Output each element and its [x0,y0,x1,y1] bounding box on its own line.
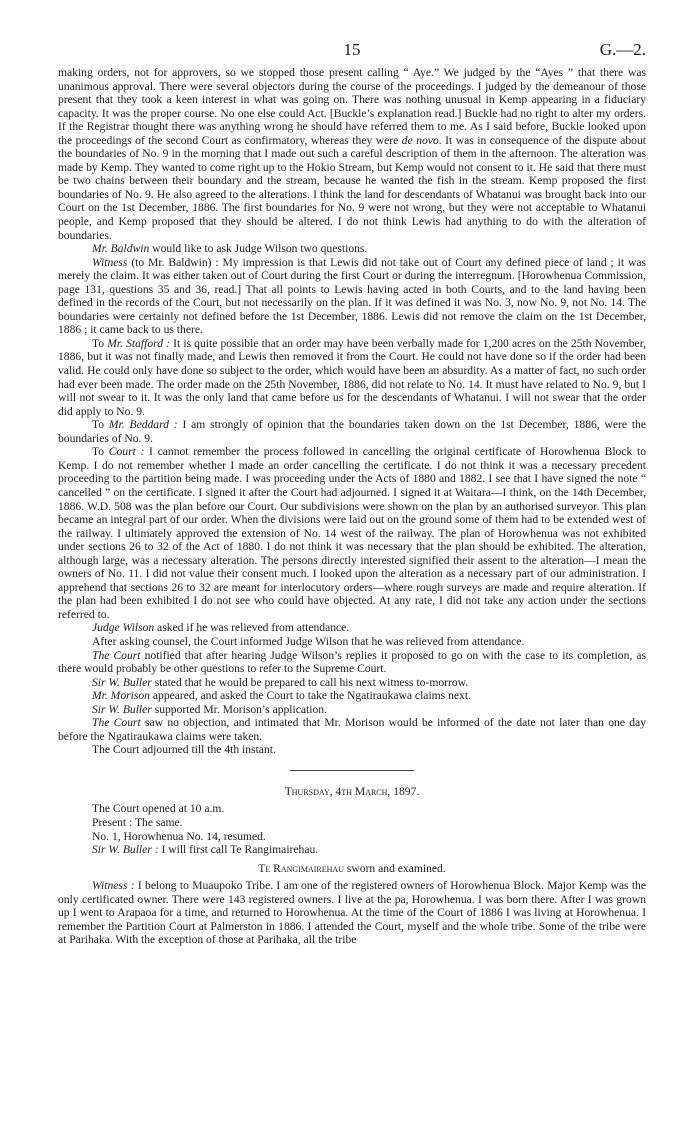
witness-heading-text: sworn and examined. [343,861,446,875]
paragraph [58,649,646,676]
paragraph [58,703,646,717]
witness-heading [58,862,646,876]
paragraph-text: After asking counsel, the Court informed Judge Wilson that he was relieved from attendance. [92,634,525,648]
italic-phrase: de novo [401,133,439,147]
paragraph [58,337,646,418]
paragraph-text: I am strongly of opinion that the boundaries taken down on the 1st December, 1886, were the boundaries of No. 9. [58,418,646,445]
speaker-name: Mr. Beddard : [108,418,178,432]
paragraph [58,716,646,743]
speaker-name: Sir W. Buller : [92,843,159,857]
paragraph [58,66,646,242]
paragraph [58,689,646,703]
paragraph: Present : The same. [92,815,183,829]
speaker-name: Court : [108,445,145,459]
paragraph [58,256,646,337]
paragraph [58,445,646,621]
paragraph-prefix: To [92,418,109,432]
speaker-name: The Court [92,716,141,730]
paragraph [58,635,646,649]
speaker-name: Judge Wilson [92,621,155,635]
section-divider [290,770,414,771]
paragraph-text: saw no objection, and intimated that Mr. Morison would be informed of the date not later than one day before the Ngatiraukawa claims were taken. [58,716,646,743]
speaker-name: The Court [92,648,141,662]
paragraph: No. 1, Horowhenua No. 14, resumed. [92,829,266,843]
speaker-name: Mr. Stafford : [107,336,170,350]
speaker-name: Mr. Morison [92,689,150,703]
paragraph-prefix: To [92,445,109,459]
paragraph-prefix: To [92,336,108,350]
paragraph-text: would like to ask Judge Wilson two questions. [149,242,368,256]
page-header [58,40,646,66]
document-reference: G.—2. [599,40,646,59]
paragraph-text: supported Mr. Morison’s application. [151,702,327,716]
paragraph-text: appeared, and asked the Court to take the Ngatiraukawa claims next. [149,689,471,703]
paragraph-text: . It was in consequence of the dispute about the boundaries of No. 9 in the morning that I made out such a careful description of them in the afternoon. The alteration was made by Kemp. They wanted to come right up to the Hokio Stream, but Kemp would not consent to it. He said that there must be two chains between their boundary and the stream, because he wanted the fish in the stream. Kemp proposed the first boundaries of No. 9. He also agreed to the alterations. I think the land for descendants of Whatanui was brought back into our Court on the 1st December, 1886. The first boundaries for No. 9 were not wrong, but they were not acceptable to Whatanui people, and Kemp proposed that they should be altered. I do not think Lewis had anything to do with the alteration of boundaries. [58,133,646,242]
witness-name: Te Rangimairehau [258,861,344,875]
paragraph [58,418,646,445]
paragraph-text: making orders, not for approvers, so we stopped those present calling “ Aye.” We judged by the “Ayes ” that there was unanimous approval. There were several objectors during the course of the proceedings. I judged by the demeanour of those present that they took a keen interest in what was going on. There was nothing unusual in Kemp appearing in a fiduciary capacity. It was the proper course. No one else could Act. [Buckle’s explanation read.] Buckle had no right to alter my orders. If the Registrar thought there was anything wrong he should have referred them to me. As I said before, Buckle looked upon the proceedings of the second Court as confirmatory, whereas they were [58,66,646,147]
paragraph [58,743,646,757]
paragraph [58,676,646,690]
paragraph-text: stated that he would be prepared to call his next witness to-morrow. [151,675,469,689]
paragraph-text: I belong to Muaupoko Tribe. I am one of the registered owners of Horowhenua Block. Major Kemp was the only certificated owner. There were 143 registered owners. I live at the pa, Horowhenua. I was born there. After I was grown up I went to Arapaoa for a time, and returned to Horowhenua. At the time of the Court of 1886 I was living at Horowhenua. I remember the Partition Court at Palmerston in 1886. I attended the Court, myself and the whole tribe. Some of the tribe were at Parihaka. With the exception of those at Parihaka, all the tribe [58,879,647,947]
paragraph-text: (to Mr. Baldwin) : My impression is that Lewis did not take out of Court any defined piece of land ; it was merely the claim. It was either taken out of Court during the first Court or during the interregnum. [Horowhenua Commission, page 131, questions 35 and 36, read.] That all points to Lewis having acted in both Courts, and to the land having been defined in the records of the Court, but not necessarily on the plan. If it was defined it was No. 3, now No. 9, not No. 14. The boundaries were certainly not defined before the 1st December, 1886. Lewis did not remove the claim on the 1st December, 1886 ; it came back to us there. [58,255,646,337]
speaker-name: Witness : [92,879,135,893]
paragraph [58,843,646,857]
speaker-name: Sir W. Buller [92,702,152,716]
proceedings-paragraphs [58,66,646,757]
paragraph-text: notified that after hearing Judge Wilson’s replies it proposed to go on with the case to its completion, as there would probably be other questions to refer to the Supreme Court. [58,648,646,676]
paragraph-text: The Court adjourned till the 4th instant. [92,743,276,757]
paragraph-text: asked if he was relieved from attendance. [154,621,350,635]
speaker-name: Mr. Baldwin [92,242,150,256]
paragraph-text: I will first call Te Rangimairehau. [158,843,319,857]
speaker-name: Sir W. Buller [92,675,152,689]
paragraph [58,621,646,635]
paragraph-text: I cannot remember the process followed in cancelling the original certificate of Horowhenua Block to Kemp. I do not remember whether I made an order cancelling the certificate. I do not think it was a necessary precedent proceeding to the partition being made. I was proceeding under the Acts of 1880 and 1882. I see that I have signed the note “ cancelled ” on the certificate. I signed it after the Court had adjourned. I signed it at Waitara—I think, on the 14th December, 1886. W.D. 508 was the plan before our Court. Our subdivisions were shown on the plan by an authorised surveyor. This plan became an integral part of our order. When the divisions were laid out on the ground some of them had to be extended west of the railway. I ultimately approved the extension of No. 14 west of the railway. The plan of Horowhenua was not exhibited under sections 26 to 32 of the Act of 1880. I do not think it was necessary that the plan should be exhibited. The alteration, although large, was a necessary alteration. The persons directly interested signified their assent to the alteration—I mean the owners of No. 11. I did not value their consent much. I looked upon the alteration as a necessary part of our administration. I apprehend that sections 26 to 32 are meant for interlocutory orders—where rough surveys are made and require alteration. If the plan had been exhibited I do not see who could have objected. At any rate, I did not take any action under the sections referred to. [58,445,646,621]
paragraph [58,879,646,947]
document-body [58,66,646,947]
page-number: 15 [343,40,361,59]
speaker-name: Witness [92,255,128,269]
paragraph-text: It is quite possible that an order may have been verbally made for 1,200 acres on the 25th November, 1886, but it was not finally made, and Lewis then removed it from the Court. He could not have done so if the order had been valid. He could only have done so subject to the order, which would have been an absurdity. As a matter of fact, no such order had ever been made. The order made on the 25th November, 1886, did not relate to No. 14. It must have related to No. 9, but I will not swear to it. It was the only land that came before us for the descendants of Whatanui. I will not swear that the order did apply to No. 9. [58,336,646,418]
paragraph: The Court opened at 10 a.m. [92,802,225,816]
paragraph [58,242,646,256]
date-heading: Thursday, 4th March, 1897. [284,784,420,798]
